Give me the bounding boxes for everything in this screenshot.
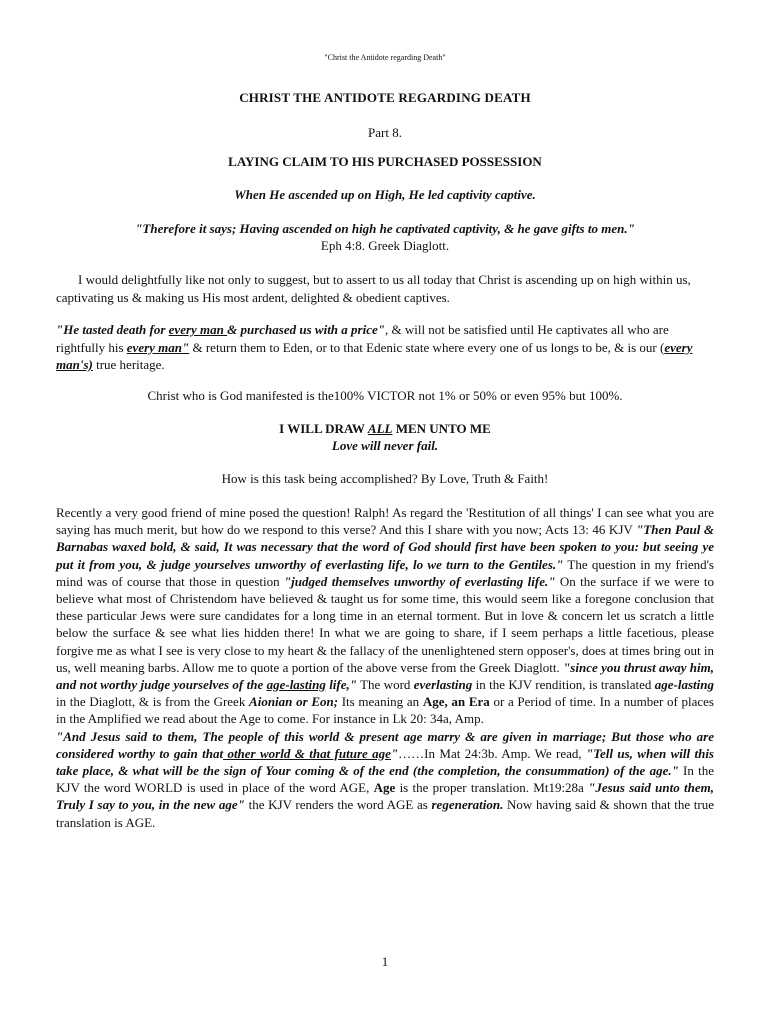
document-title: CHRIST THE ANTIDOTE REGARDING DEATH bbox=[239, 90, 531, 105]
p2-f: & return them to Eden, or to that Edenic state where every one of us longs to be, & is our ( bbox=[189, 339, 665, 355]
body-t1: Recently a very good friend of mine posed the question! Ralph! As regard the 'Restitution of all things' I can see what you are saying has much merit, but how do we respond to this verse? And this I share with you now; Acts 13: 46 KJV bbox=[56, 505, 714, 538]
body-t5: On the surface if we were to believe what most of Christendom have believed & taught us for some time, this would seem like a foregone conclusion that these particular Jews were sure candidates for a long time in an eternal torment. But in love & concern let us scratch a little below the surface & see what lies hidden there! In what we are going to share, if I seem perhaps a little facetious, please forgive me as what I see is very close to my heart & the fallacy of the unenlightened stern opposer's, does at times bring out in us, well meaning barbs. Allow me to quote a portion of the above verse from the Greek Diaglott. bbox=[56, 573, 714, 675]
body-t15: Its meaning an bbox=[338, 694, 423, 710]
scripture-quote bbox=[56, 220, 714, 254]
body-t12: age-lasting bbox=[654, 677, 714, 693]
paragraph-question: How is this task being accomplished? By Love, Truth & Faith! bbox=[221, 471, 549, 486]
paragraph-tasted-death bbox=[56, 321, 714, 374]
body-t10: everlasting bbox=[413, 677, 473, 693]
h2-a: I WILL DRAW bbox=[279, 421, 368, 436]
body-t8: life," bbox=[325, 677, 357, 693]
body-t9: The word bbox=[356, 677, 414, 693]
scripture-reference: Eph 4:8. Greek Diaglott. bbox=[320, 238, 450, 253]
p2-a: "He tasted death for bbox=[56, 322, 169, 337]
body-t29: Now having said & shown that the true translation is AGE. bbox=[56, 797, 715, 830]
running-header: "Christ the Antidote regarding Death" bbox=[324, 53, 446, 62]
h2-c: MEN UNTO ME bbox=[392, 421, 491, 436]
body-t3: The question in my friend's mind was of course that those in question bbox=[56, 556, 714, 589]
body-t2: "Then Paul & Barnabas waxed bold, & said, It was necessary that the word of God should first have been spoken to you: but seeing ye put it from you, & judge yourselves unworthy of everlasting life, lo we turn to the Gentiles." bbox=[56, 522, 714, 572]
body-t22: "Tell us, when will this take place, & what will be the sign of Your coming & of the end (the completion, the consummation) of the age." bbox=[56, 745, 714, 779]
body-t23: In the KJV the word WORLD is used in place of the word AGE, bbox=[56, 763, 714, 796]
body-t24: Age bbox=[373, 780, 396, 796]
p2-g: every man's) bbox=[56, 339, 693, 372]
paragraph-intro: I would delightfully like not only to suggest, but to assert to us all today that Christ is ascending up on high within us, captivating us & making us His most ardent, delighted & obedient captives. bbox=[56, 272, 691, 305]
body-t18: "And Jesus said to them, The people of this world & present age marry & are given in marriage; But those who are considered worthy to gain that bbox=[56, 728, 714, 761]
heading-love-line: Love will never fail. bbox=[331, 438, 439, 453]
page-number: 1 bbox=[381, 954, 389, 969]
body-t19: other world & that future age bbox=[223, 745, 391, 761]
body-t17: or a Period of time. In a number of places in the Amplified we read about the Age to come. For instance in Lk 20: 34a, Amp. bbox=[56, 694, 714, 727]
body-t21: ……In Mat 24:3b. Amp. We read, bbox=[398, 745, 587, 761]
body-t4: "judged themselves unworthy of everlasting life." bbox=[283, 573, 556, 589]
main-body-paragraph bbox=[56, 504, 714, 831]
p2-c: & purchased us with a price" bbox=[227, 322, 385, 337]
body-t25: is the proper translation. Mt19:28a bbox=[395, 780, 589, 796]
body-t14: Aionian or Eon; bbox=[249, 694, 339, 710]
section-subtitle: LAYING CLAIM TO HIS PURCHASED POSSESSION bbox=[228, 154, 542, 169]
body-t6: "since you thrust away him, and not worthy judge yourselves of the bbox=[56, 659, 714, 693]
body-t28: regeneration. bbox=[431, 797, 504, 813]
scripture-quote-text: "Therefore it says; Having ascended on high he captivated captivity, & he gave gifts to men." bbox=[135, 221, 635, 236]
body-t11: in the KJV rendition, is translated bbox=[472, 677, 655, 693]
p2-e: every man" bbox=[126, 339, 190, 355]
h2-b: ALL bbox=[367, 421, 393, 436]
body-t26: "Jesus said unto them, Truly I say to you, in the new age" bbox=[56, 780, 714, 813]
body-t16: Age, an Era bbox=[422, 694, 490, 710]
body-t13: in the Diaglott, & is from the Greek bbox=[56, 694, 250, 710]
p2-d: , & will not be satisfied until He captivates all who are rightfully his bbox=[56, 322, 669, 355]
part-label: Part 8. bbox=[368, 125, 402, 140]
heading-draw-all-men bbox=[56, 420, 714, 454]
paragraph-victor: Christ who is God manifested is the100% VICTOR not 1% or 50% or even 95% but 100%. bbox=[147, 388, 623, 403]
p2-b: every man bbox=[168, 322, 228, 337]
p2-h: true heritage. bbox=[92, 357, 165, 372]
body-t20: " bbox=[390, 745, 399, 761]
body-t7: age-lasting bbox=[266, 677, 326, 693]
opening-quote: When He ascended up on High, He led captivity captive. bbox=[234, 187, 536, 202]
body-t27: the KJV renders the word AGE as bbox=[244, 797, 432, 813]
